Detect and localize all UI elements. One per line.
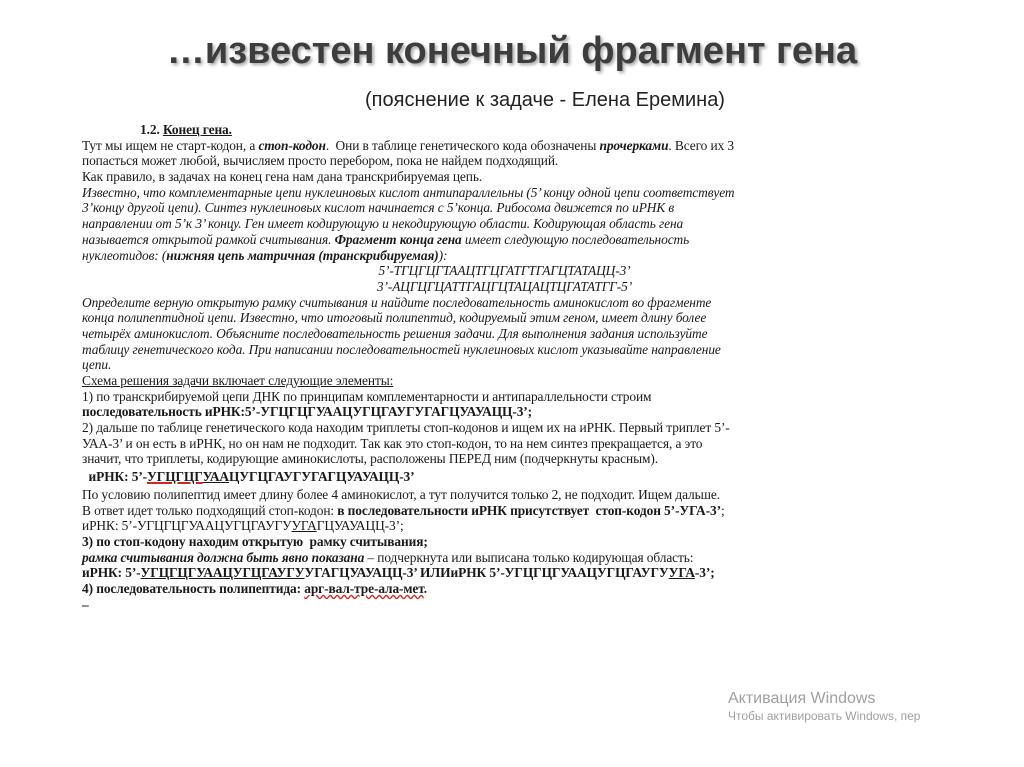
answer-line: В ответ идет только подходящий стоп-кодон: в последовательности иРНК присутствует стоп-кодон 5’-УГА-3’; xyxy=(82,502,725,518)
term-stop-codon: стоп-кодон xyxy=(258,137,326,153)
step-2-line: 2) дальше по таблице генетического кода находим триплеты стоп-кодонов и ищем их на иРНК. Первый триплет 5’- xyxy=(82,420,730,436)
paragraph-line xyxy=(82,138,927,154)
question-line: четырёх аминокислот. Объясните последовательность решения задачи. Для выполнения задания используйте xyxy=(82,325,708,341)
stop-codon-uaa: УАА xyxy=(202,469,229,485)
windows-activation-watermark xyxy=(728,690,920,724)
mrna-uga-line: иРНК: 5’-УГЦГЦГУААЦУГЦГАУГУУГАГЦУАУАЦЦ-3’; xyxy=(82,518,404,534)
step-4-line: 4) последовательность полипептида: арг-вал-тре-ала-мет. xyxy=(82,580,427,596)
stop-codon-uga: УГА xyxy=(291,518,317,534)
slide-title: …известен конечный фрагмент гена xyxy=(166,30,858,72)
coding-triplets: УГЦГЦГ xyxy=(147,469,203,485)
step-2-line: значит, что триплеты, кодирующие аминокислоты, расположены ПЕРЕД ним (подчеркнуты красным). xyxy=(82,451,658,467)
task-line: нуклеотидов: (нижняя цепь матричная (транскрибируемая)): xyxy=(82,247,448,263)
text-run: . Всего их 3 xyxy=(668,137,735,153)
paragraph-line: попасться может любой, вычисляем просто перебором, пока не найдем подходящий. xyxy=(82,153,559,169)
task-line: называется открытой рамкой считывания. Фрагмент конца гена имеет следующую последовательность xyxy=(82,231,690,247)
question-line: таблицу генетического кода. При написании последовательностей нуклеиновых кислот указывайте направление xyxy=(82,341,721,357)
step-1-line: 1) по транскрибируемой цепи ДНК по принципам комплементарности и антипараллельности строим xyxy=(82,388,652,404)
mrna-frame-line: иРНК: 5’-УГЦГЦГУААЦУГЦГАУГУУГАГЦУАУАЦЦ-3’ ИЛИиРНК 5’-УГЦГЦГУААЦУГЦГАУГУУГА-3’; xyxy=(82,565,715,581)
section-title: Конец гена. xyxy=(162,122,232,137)
frame-line: рамка считывания должна быть явно показана – подчеркнута или выписана только кодирующая область: xyxy=(82,549,694,565)
paragraph-line: Как правило, в задачах на конец гена нам дана транскрибируемая цепь. xyxy=(82,169,483,185)
watermark-title: Активация Windows xyxy=(728,690,876,707)
watermark-subtitle: Чтобы активировать Windows, пер xyxy=(728,709,921,723)
term-dashes: прочерками xyxy=(599,137,669,153)
step-1-mrna: последовательность иРНК:5’-УГЦГЦГУААЦУГЦГАУГУГАГЦУАУАЦЦ-3’; xyxy=(82,404,533,420)
section-heading xyxy=(82,122,927,138)
text-run: . Они в таблице генетического кода обозначены xyxy=(325,137,600,153)
question-line: Определите верную открытую рамку считывания и найдите последовательность аминокислот во фрагменте xyxy=(82,294,712,310)
question-line: цепи. xyxy=(82,357,112,373)
reasoning-line: По условию полипептид имеет длину более 4 аминокислот, а тут получится только 2, не подходит. Ищем дальше. xyxy=(82,486,720,502)
step-2-line: УАА-3’ и он есть в иРНК, но он нам не подходит. Так как это стоп-кодон, то на нем синтез прекращается, а это xyxy=(82,435,703,451)
mrna-first-stop: иРНК: 5’-УГЦГЦГУААЦУГЦГАУГУГАГЦУАУАЦЦ-3’ xyxy=(82,469,415,485)
step-3-line: 3) по стоп-кодону находим открытую рамку считывания; xyxy=(82,533,428,549)
polypeptide: арг-вал-тре-ала-мет xyxy=(304,580,424,596)
task-line: Известно, что комплементарные цепи нуклеиновых кислот антипараллельны (5’ концу одной цепи соответствует xyxy=(82,184,735,200)
task-line: 3’концу другой цепи). Синтез нуклеиновых кислот начинается с 5’конца. Рибосома движется по иРНК в xyxy=(82,200,675,216)
task-line: направлении от 5’к 3’ концу. Ген имеет кодирующую и некодирующую области. Кодирующая область гена xyxy=(82,216,684,232)
trailing-dash: – xyxy=(82,596,89,612)
question-line: конца полипептидной цепи. Известно, что итоговый полипептид, кодируемый этим геном, имеет длину более xyxy=(82,310,707,326)
document-excerpt xyxy=(82,122,927,612)
dna-top-strand: 5’-ТГЦГЦГТААЦТГЦГАТГТГАГЦТАТАЦЦ-3’ xyxy=(378,263,631,279)
scheme-heading: Схема решения задачи включает следующие элементы: xyxy=(82,373,394,388)
text-run: Тут мы ищем не старт-кодон, а xyxy=(82,137,259,153)
slide-subtitle: (пояснение к задаче - Елена Еремина) xyxy=(365,89,725,111)
section-number: 1.2. xyxy=(140,122,163,137)
dna-bottom-strand: 3’-АЦГЦГЦАТТГАЦГЦТАЦАЦТЦГАТАТГГ-5’ xyxy=(376,278,633,294)
